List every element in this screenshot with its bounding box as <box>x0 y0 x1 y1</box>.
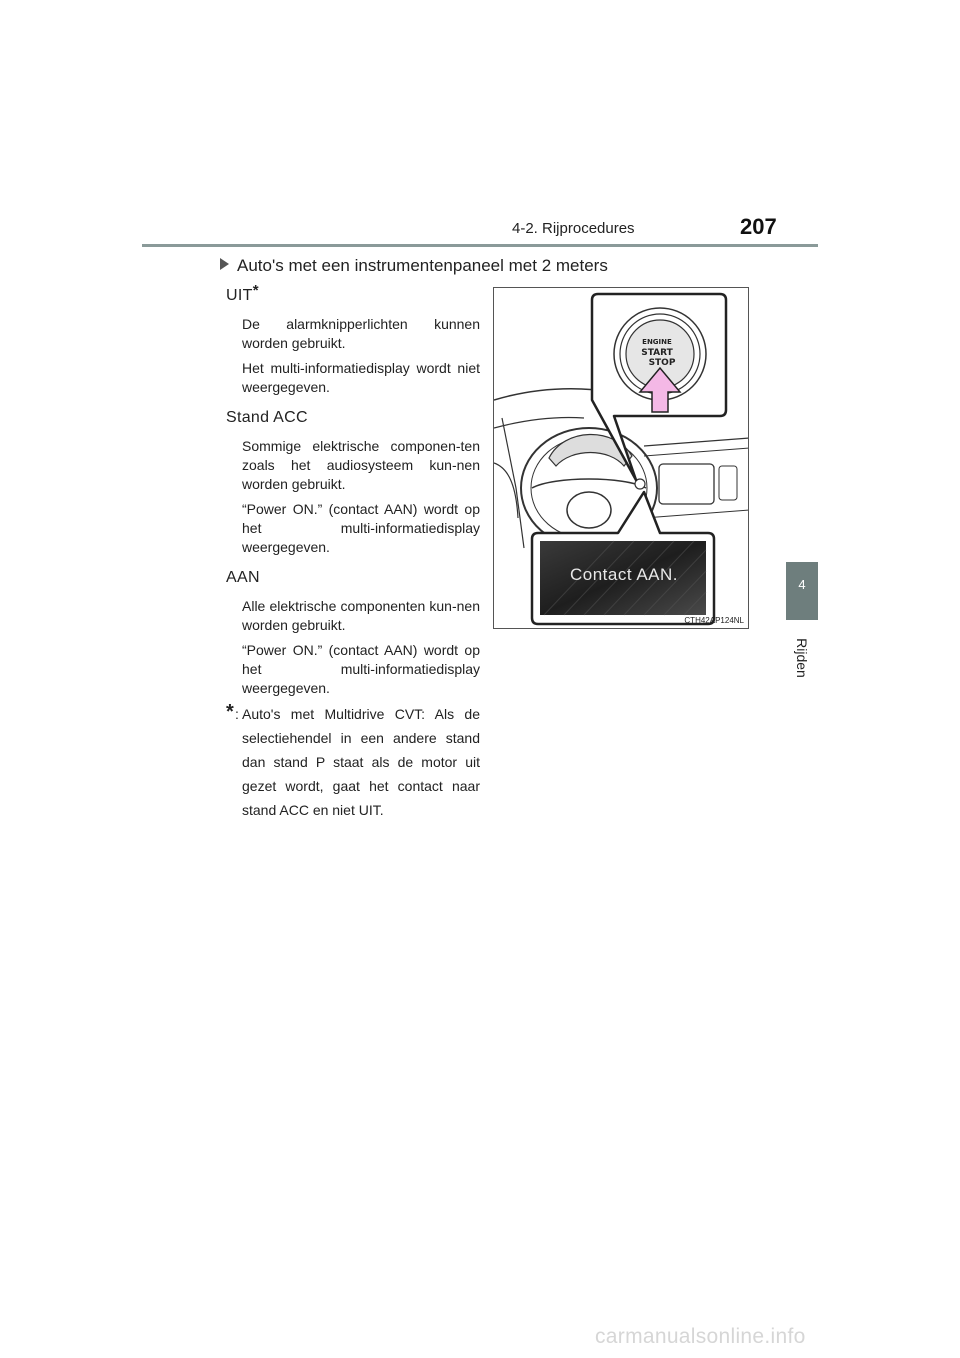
page-number: 207 <box>740 214 777 239</box>
dashboard-illustration <box>493 287 749 629</box>
paragraph: “Power ON.” (contact AAN) wordt op het multi-informatiedisplay weergegeven. <box>242 501 480 555</box>
paragraph: Alle elektrische componenten kun-nen worden gebruikt. <box>242 598 480 633</box>
section-title: 4-2. Rijprocedures <box>512 220 635 237</box>
footnote-mark: * <box>252 282 259 299</box>
section-heading-acc: Stand ACC <box>226 409 308 426</box>
chapter-tab: 4 <box>786 562 818 620</box>
paragraph: “Power ON.” (contact AAN) wordt op het multi-informatiedisplay weergegeven. <box>242 642 480 696</box>
section-heading-aan: AAN <box>226 569 260 586</box>
paragraph: Sommige elektrische componen-ten zoals het audiosysteem kun-nen worden gebruikt. <box>242 438 480 492</box>
button-label-stop: STOP <box>648 358 676 368</box>
subheading <box>220 256 608 276</box>
section-heading-uit: UIT* <box>226 282 259 304</box>
subheading-text: Auto's met een instrumentenpaneel met 2 meters <box>237 256 608 275</box>
watermark: carmanualsonline.info <box>595 1325 806 1348</box>
triangle-bullet-icon <box>220 258 229 270</box>
display-message: Contact AAN. <box>569 565 679 584</box>
button-label-engine: ENGINE <box>642 338 672 346</box>
button-label-start: START <box>641 348 673 358</box>
footnote-text: Auto's met Multidrive CVT: Als de selectiehendel in een andere stand dan stand P staat als de motor uit gezet wordt, gaat het contact naar stand ACC en niet UIT. <box>242 706 480 818</box>
figure-code: CTH42AP124NL <box>684 616 744 625</box>
footnote: * : Auto's met Multidrive CVT: Als de selectiehendel in een andere stand dan stand P staat als de motor uit gezet wordt, gaat het contact naar stand ACC en niet UIT. <box>226 701 480 818</box>
header-divider <box>142 244 818 247</box>
paragraph: De alarmknipperlichten kunnen worden gebruikt. <box>242 316 480 351</box>
text-column <box>226 282 480 822</box>
footnote-asterisk: * <box>226 701 234 723</box>
paragraph: Het multi-informatiedisplay wordt niet weergegeven. <box>242 360 480 395</box>
chapter-label <box>780 628 824 688</box>
chapter-label-text: Rijden <box>794 638 810 678</box>
